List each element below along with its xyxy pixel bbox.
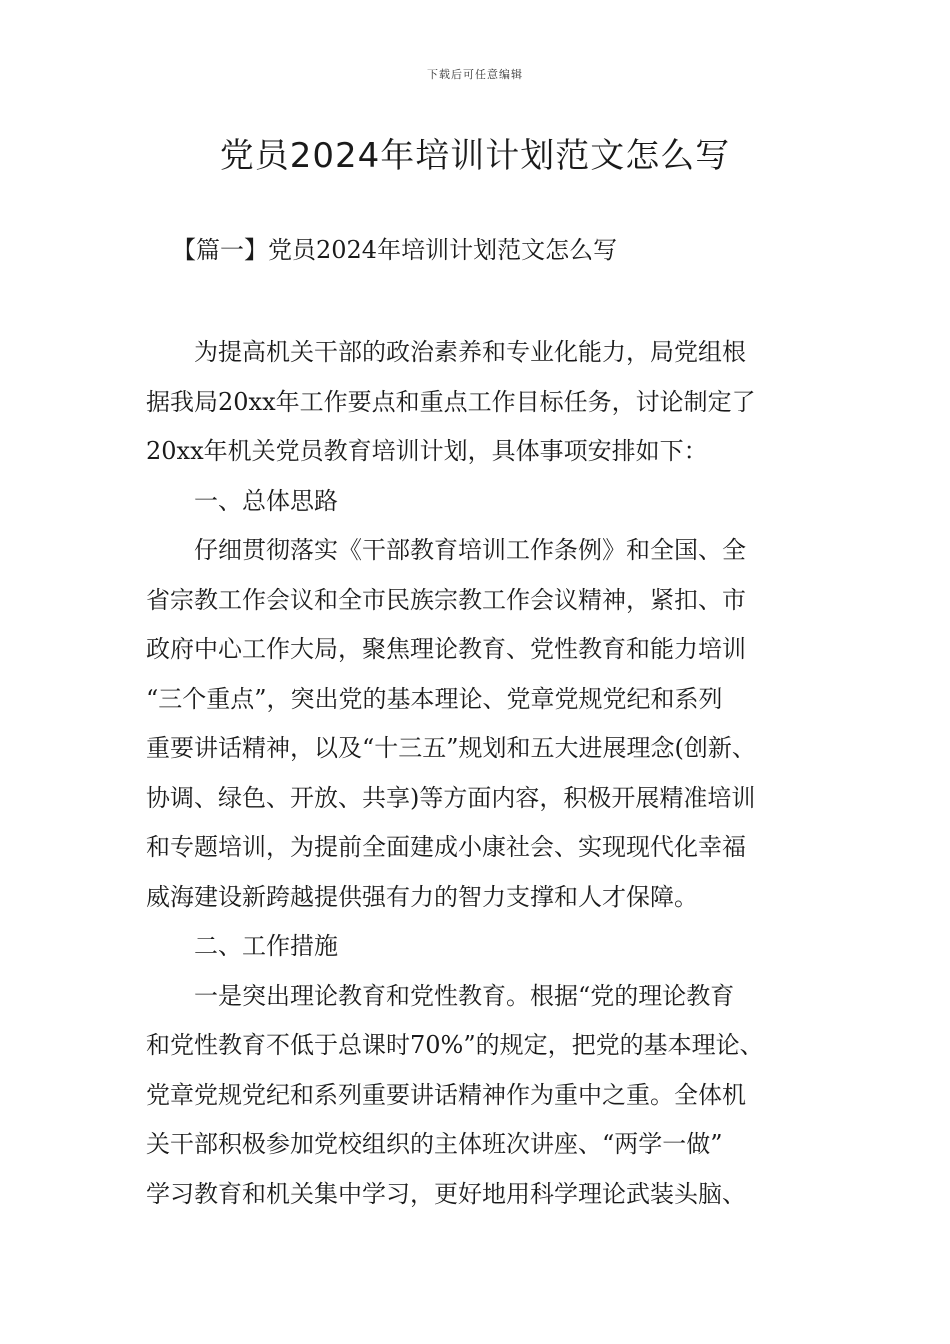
document-title: 党员2024年培训计划范文怎么写 — [219, 136, 731, 176]
header-note: 下载后可任意编辑 — [427, 68, 523, 81]
paragraph-line: 和党性教育不低于总课时70%”的规定，把党的基本理论、 — [146, 1031, 764, 1059]
paragraph-line: 重要讲话精神，以及“十三五”规划和五大进展理念(创新、 — [146, 734, 756, 762]
paragraph-line: 关干部积极参加党校组织的主体班次讲座、“两学一做” — [146, 1130, 723, 1158]
paragraph-line: 和专题培训，为提前全面建成小康社会、实现现代化幸福 — [146, 833, 746, 861]
subheading-line: 二、工作措施 — [194, 932, 338, 960]
paragraph-line: 党章党规党纪和系列重要讲话精神作为重中之重。全体机 — [146, 1080, 746, 1109]
paragraph-line: 威海建设新跨越提供强有力的智力支撑和人才保障。 — [146, 882, 698, 911]
paragraph-line: 一是突出理论教育和党性教育。根据“党的理论教育 — [194, 981, 735, 1010]
paragraph-line: 协调、绿色、开放、共享)等方面内容，积极开展精准培训 — [146, 783, 756, 812]
paragraph-line: 政府中心工作大局，聚焦理论教育、党性教育和能力培训 — [146, 635, 746, 663]
document-body — [146, 328, 826, 1219]
paragraph-line: 仔细贯彻落实《干部教育培训工作条例》和全国、全 — [194, 536, 746, 564]
paragraph-line: 学习教育和机关集中学习，更好地用科学理论武装头脑、 — [146, 1179, 746, 1208]
paragraph-line: 据我局20xx年工作要点和重点工作目标任务，讨论制定了 — [146, 387, 756, 416]
section-heading: 【篇一】党员2024年培训计划范文怎么写 — [172, 236, 618, 264]
subheading-line: 一、总体思路 — [194, 486, 338, 515]
paragraph-line: 为提高机关干部的政治素养和专业化能力，局党组根 — [194, 338, 746, 366]
paragraph-line: 20xx年机关党员教育培训计划，具体事项安排如下： — [146, 437, 708, 465]
paragraph-line: “三个重点”，突出党的基本理论、党章党规党纪和系列 — [146, 684, 723, 713]
paragraph-line: 省宗教工作会议和全市民族宗教工作会议精神，紧扣、市 — [146, 585, 746, 614]
